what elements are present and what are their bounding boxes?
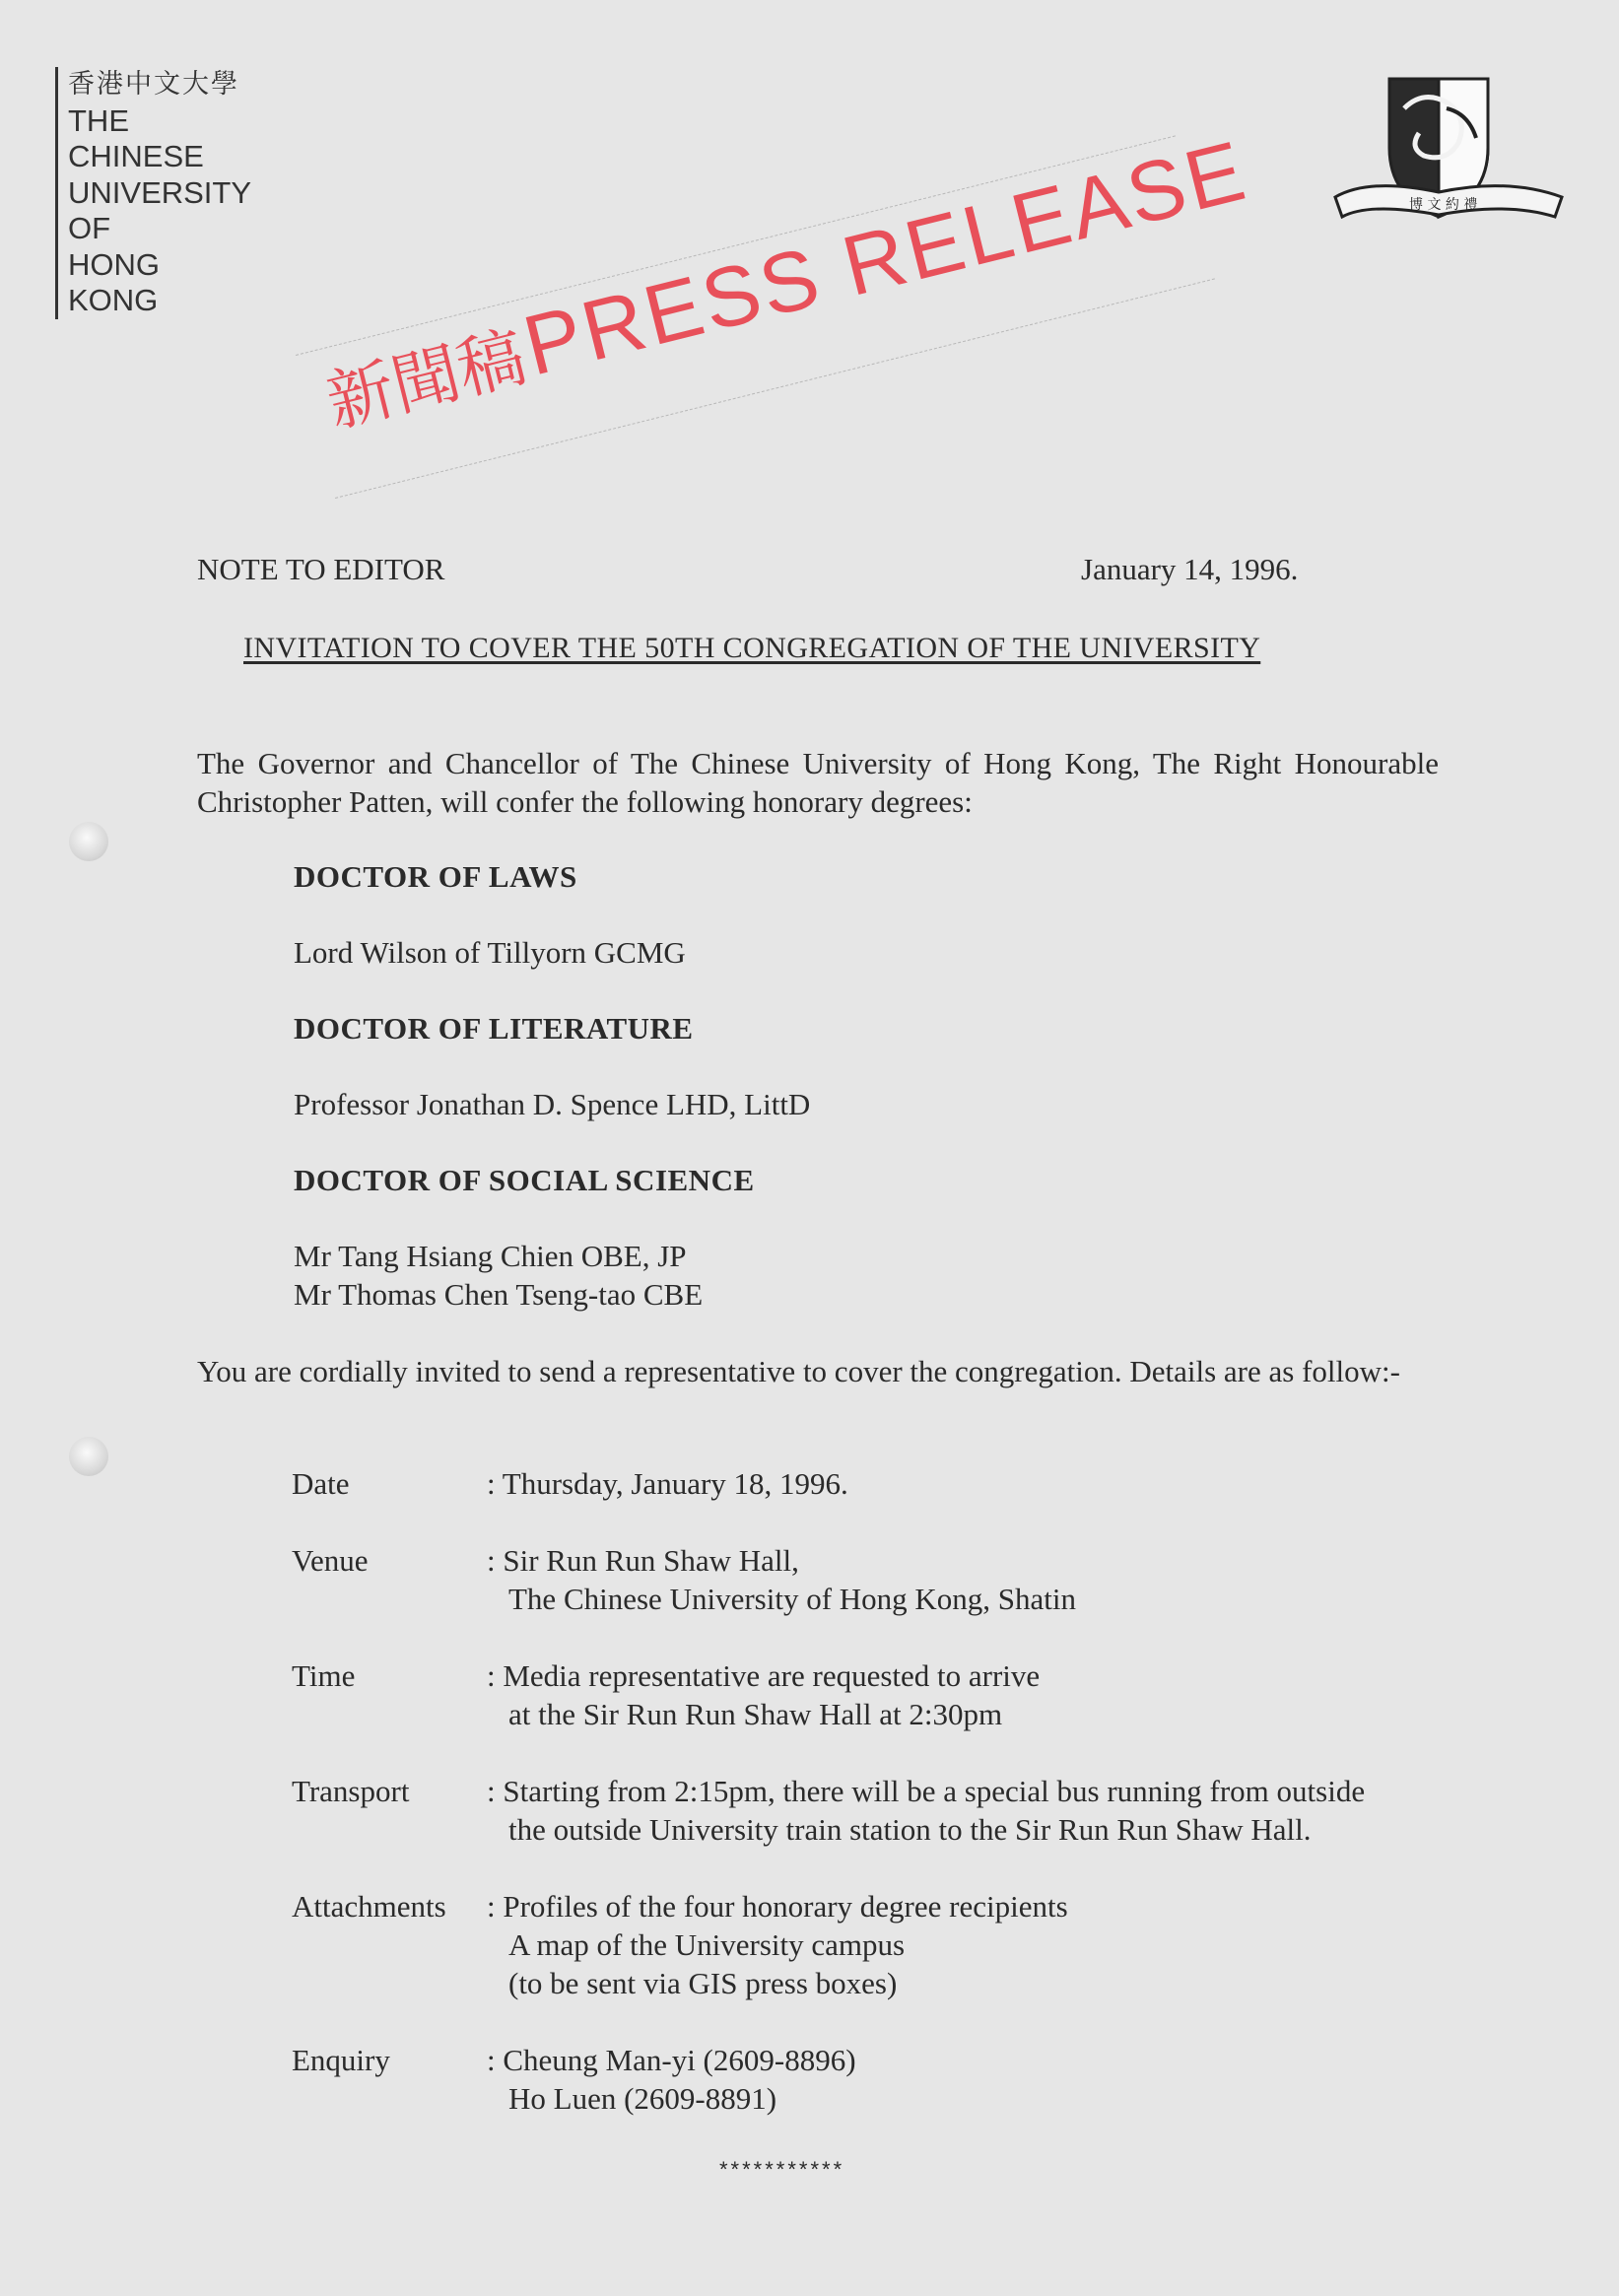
detail-value-time: : Media representative are requested to arrive: [487, 1658, 1041, 1693]
letterhead-chinese-name: 香港中文大學: [68, 69, 239, 100]
intro-paragraph: The Governor and Chancellor of The Chinese University of Hong Kong, The Right Honourable Christopher Patten, will confer the following honorary degrees:: [197, 746, 1439, 819]
degree-recipient: Mr Thomas Chen Tseng-tao CBE: [294, 1277, 704, 1312]
headline: INVITATION TO COVER THE 50TH CONGREGATION OF THE UNIVERSITY: [243, 632, 1261, 664]
svg-text:博 文 約 禮: 博 文 約 禮: [1409, 197, 1478, 213]
punch-hole: [69, 1437, 108, 1476]
closing-asterisks: ***********: [719, 2157, 845, 2182]
note-to-editor-label: NOTE TO EDITOR: [197, 552, 445, 586]
detail-label-date: Date: [292, 1466, 350, 1501]
letterhead-line: KONG: [68, 283, 159, 317]
letterhead-line: HONG: [68, 246, 160, 282]
detail-value-attachments: : Profiles of the four honorary degree recipients: [487, 1889, 1068, 1924]
stamp-english-text: PRESS RELEASE: [514, 122, 1256, 394]
degree-recipient: Mr Tang Hsiang Chien OBE, JP: [294, 1239, 687, 1273]
detail-label-enquiry: Enquiry: [292, 2043, 390, 2077]
university-crest-icon: [1330, 69, 1567, 236]
degree-title: DOCTOR OF SOCIAL SCIENCE: [294, 1163, 755, 1197]
letterhead-line: UNIVERSITY: [68, 174, 252, 210]
detail-value-venue: : Sir Run Run Shaw Hall,: [487, 1543, 799, 1578]
degree-recipient: Professor Jonathan D. Spence LHD, LittD: [294, 1087, 811, 1121]
detail-value-transport-cont: the outside University train station to the Sir Run Run Shaw Hall.: [508, 1812, 1312, 1847]
stamp-chinese-text: 新聞稿: [319, 318, 534, 443]
detail-label-transport: Transport: [292, 1774, 410, 1808]
detail-label-venue: Venue: [292, 1543, 369, 1578]
punch-hole: [69, 822, 108, 861]
release-date: January 14, 1996.: [1081, 552, 1299, 586]
detail-value-attachments-cont: (to be sent via GIS press boxes): [508, 1966, 898, 2000]
degree-title: DOCTOR OF LITERATURE: [294, 1011, 694, 1046]
detail-value-venue-cont: The Chinese University of Hong Kong, Shatin: [508, 1582, 1077, 1616]
press-release-stamp: [315, 122, 1256, 445]
letterhead-line: OF: [68, 211, 111, 245]
degree-recipient: Lord Wilson of Tillyorn GCMG: [294, 935, 686, 970]
invitation-paragraph: You are cordially invited to send a representative to cover the congregation. Details are as follow:-: [197, 1354, 1400, 1388]
detail-value-time-cont: at the Sir Run Run Shaw Hall at 2:30pm: [508, 1697, 1003, 1731]
detail-value-transport: : Starting from 2:15pm, there will be a special bus running from outside: [487, 1774, 1366, 1808]
detail-label-time: Time: [292, 1658, 356, 1693]
detail-label-attachments: Attachments: [292, 1889, 446, 1924]
university-letterhead: [55, 67, 251, 319]
detail-value-date: : Thursday, January 18, 1996.: [487, 1466, 848, 1501]
detail-value-attachments-cont: A map of the University campus: [508, 1927, 906, 1962]
degree-title: DOCTOR OF LAWS: [294, 859, 577, 894]
detail-value-enquiry: : Cheung Man-yi (2609-8896): [487, 2043, 856, 2077]
letterhead-line: CHINESE: [68, 139, 204, 173]
letterhead-line: THE: [68, 102, 129, 138]
detail-value-enquiry-cont: Ho Luen (2609-8891): [508, 2081, 777, 2116]
